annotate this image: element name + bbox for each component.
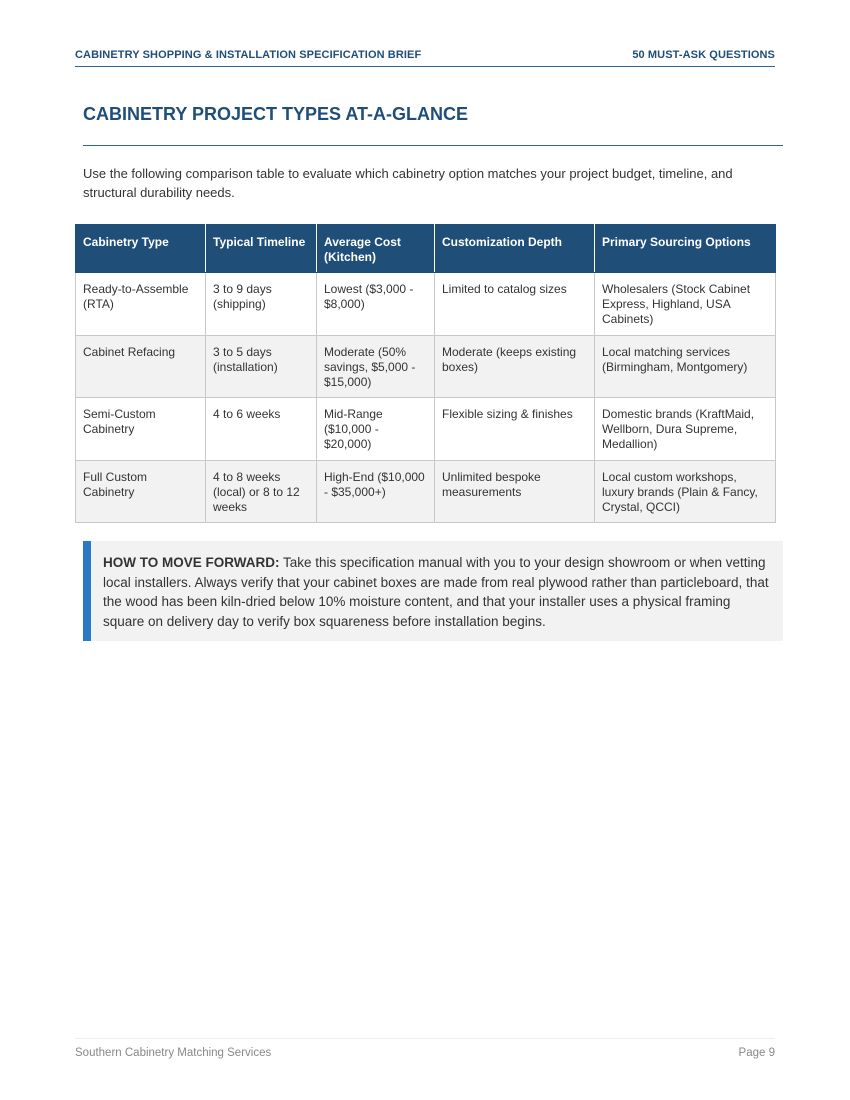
running-footer <box>75 1047 775 1059</box>
section-title: CABINETRY PROJECT TYPES AT-A-GLANCE <box>83 104 469 124</box>
cell-cabinetry-type: Ready-to-Assemble (RTA) <box>76 273 206 336</box>
title-divider <box>83 145 783 146</box>
document-title: CABINETRY SHOPPING & INSTALLATION SPECIFICATION BRIEF <box>75 49 422 61</box>
table-header-row <box>76 225 776 273</box>
page-number: Page 9 <box>738 1047 775 1059</box>
cell-average-cost: Lowest ($3,000 - $8,000) <box>317 273 435 336</box>
cell-cabinetry-type: Semi-Custom Cabinetry <box>76 398 206 461</box>
document-subtitle: 50 MUST-ASK QUESTIONS <box>632 49 775 61</box>
cell-primary-sourcing: Local matching services (Birmingham, Montgomery) <box>595 336 776 398</box>
cell-primary-sourcing: Wholesalers (Stock Cabinet Express, Highland, USA Cabinets) <box>595 273 776 336</box>
publisher-name: Southern Cabinetry Matching Services <box>75 1047 272 1059</box>
column-header-typical-timeline: Typical Timeline <box>206 225 317 273</box>
cell-average-cost: High-End ($10,000 - $35,000+) <box>317 461 435 523</box>
column-header-customization-depth: Customization Depth <box>435 225 595 273</box>
table-row <box>76 336 776 398</box>
cell-customization-depth: Limited to catalog sizes <box>435 273 595 336</box>
column-header-average-cost: Average Cost (Kitchen) <box>317 225 435 273</box>
cell-primary-sourcing: Local custom workshops, luxury brands (Plain & Fancy, Crystal, QCCI) <box>595 461 776 523</box>
running-header <box>75 49 775 67</box>
callout-text <box>103 553 771 631</box>
cell-typical-timeline: 4 to 8 weeks (local) or 8 to 12 weeks <box>206 461 317 523</box>
cell-cabinetry-type: Full Custom Cabinetry <box>76 461 206 523</box>
cell-primary-sourcing: Domestic brands (KraftMaid, Wellborn, Dura Supreme, Medallion) <box>595 398 776 461</box>
table-row <box>76 398 776 461</box>
callout-lead: HOW TO MOVE FORWARD: <box>103 555 280 570</box>
comparison-table <box>75 224 776 523</box>
callout-body: Take this specification manual with you to your design showroom or when vetting local installers. Always verify that your cabinet boxes are made from real plywood rather than particleboard, that the wood has been kiln-dried below 10% moisture content, and that your installer uses a physical framing square on delivery day to verify box squareness before installation begins. <box>103 555 769 629</box>
cell-customization-depth: Moderate (keeps existing boxes) <box>435 336 595 398</box>
cell-average-cost: Mid-Range ($10,000 - $20,000) <box>317 398 435 461</box>
cell-customization-depth: Flexible sizing & finishes <box>435 398 595 461</box>
cell-cabinetry-type: Cabinet Refacing <box>76 336 206 398</box>
table-row <box>76 273 776 336</box>
cell-typical-timeline: 4 to 6 weeks <box>206 398 317 461</box>
table-row <box>76 461 776 523</box>
column-header-primary-sourcing: Primary Sourcing Options <box>595 225 776 273</box>
footer-divider <box>75 1038 775 1039</box>
cell-customization-depth: Unlimited bespoke measurements <box>435 461 595 523</box>
cell-average-cost: Moderate (50% savings, $5,000 - $15,000) <box>317 336 435 398</box>
next-steps-callout <box>83 541 783 641</box>
column-header-cabinetry-type: Cabinetry Type <box>76 225 206 273</box>
cell-typical-timeline: 3 to 9 days (shipping) <box>206 273 317 336</box>
cell-typical-timeline: 3 to 5 days (installation) <box>206 336 317 398</box>
intro-paragraph: Use the following comparison table to evaluate which cabinetry option matches your project budget, timeline, and structural durability needs. <box>83 166 733 200</box>
